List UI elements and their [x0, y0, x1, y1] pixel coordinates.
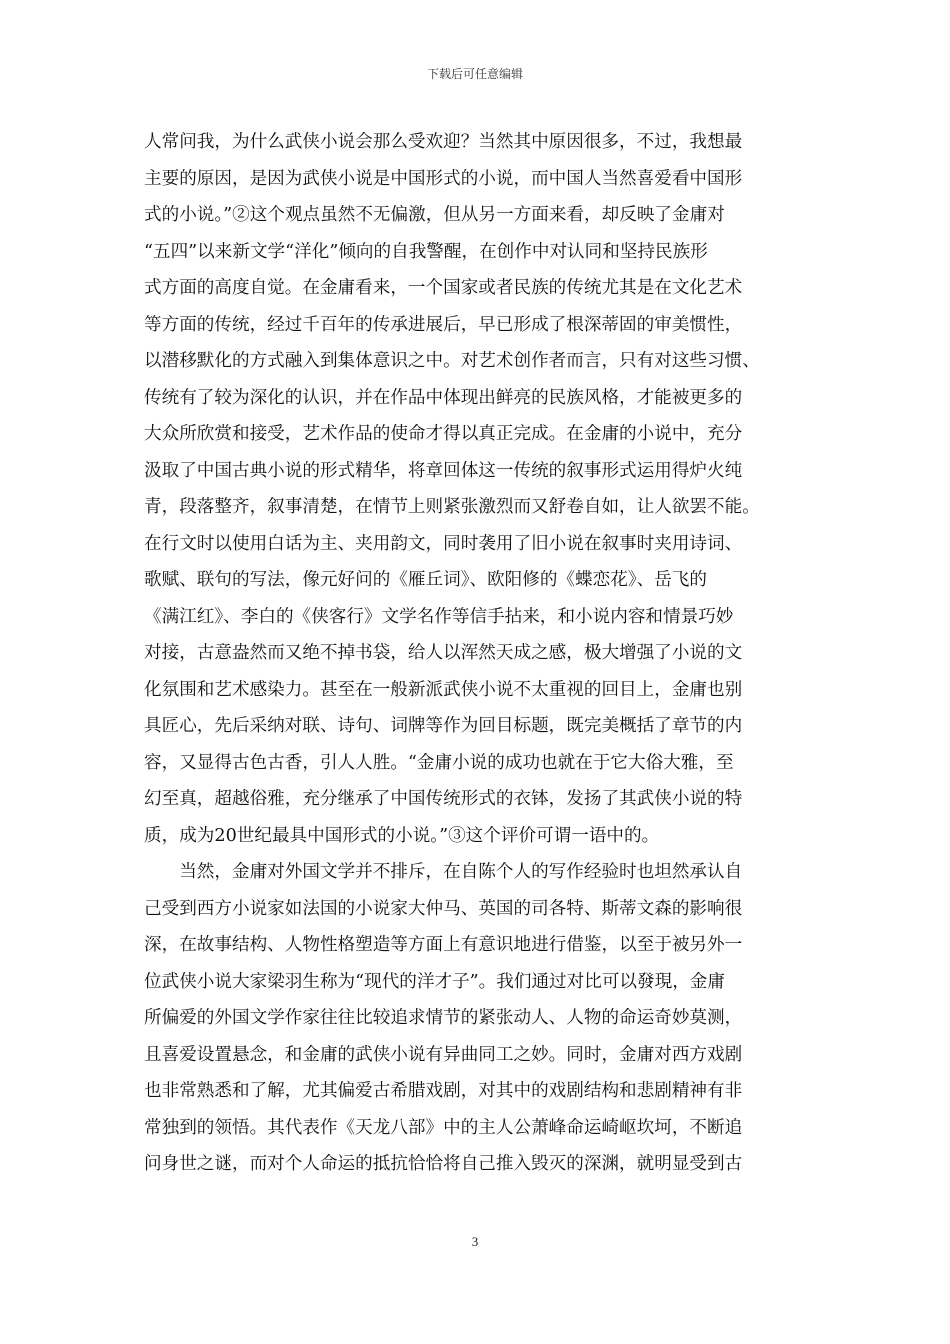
text-line: 对接，古意盎然而又绝不掉书袋，给人以浑然天成之感，极大增强了小说的文: [144, 643, 743, 663]
text-line: 等方面的传统，经过千百年的传承进展后，早已形成了根深蒂固的审美惯性，: [144, 314, 743, 335]
text-line: 汲取了中国古典小说的形式精华，将章回体这一传统的叙事形式运用得炉火纯: [144, 460, 743, 481]
text-line: 深，在故事结构、人物性格塑造等方面上有意识地进行借鉴，以至于被另外一: [144, 935, 743, 955]
text-line: 在行文时以使用白话为主、夹用韵文，同时袭用了旧小说在叙事时夹用诗词、: [144, 533, 743, 554]
text-line: 质，成为20世纪最具中国形式的小说。”③这个评价可谓一语中的。: [144, 825, 660, 846]
text-line: 青，段落整齐，叙事清楚，在情节上则紧张激烈而又舒卷自如，让人欲罢不能。: [144, 497, 760, 517]
text-line: 也非常熟悉和了解，尤其偏爱古希腊戏剧，对其中的戏剧结构和悲剧精神有非: [144, 1081, 743, 1101]
text-line: 主要的原因，是因为武侠小说是中国形式的小说，而中国人当然喜爱看中国形: [144, 168, 743, 189]
text-line: 位武侠小说大家梁羽生称为“现代的洋才子”。我们通过对比可以發現，金庸: [144, 971, 725, 992]
text-line: 容，又显得古色古香，引人人胜。“金庸小说的成功也就在于它大俗大雅，至: [144, 752, 734, 773]
text-line: 人常问我，为什么武侠小说会那么受欢迎？当然其中原因很多，不过，我想最: [144, 132, 743, 152]
text-line: 己受到西方小说家如法国的小说家大仲马、英国的司各特、斯蒂文森的影响很: [144, 898, 743, 919]
text-line: 以潜移默化的方式融入到集体意识之中。对艺术创作者而言，只有对这些习惯、: [144, 351, 760, 371]
text-line: 问身世之谜，而对个人命运的抵抗恰恰将自己推入毁灭的深渊，就明显受到古: [144, 1154, 743, 1174]
text-line: 所偏爱的外国文学作家往往比较追求情节的紧张动人、人物的命运奇妙莫测，: [144, 1008, 743, 1028]
text-line: 具匠心，先后采纳对联、诗句、词牌等作为回目标题，既完美概括了章节的内: [144, 716, 743, 736]
text-line: 歌赋、联句的写法，像元好问的《雁丘词》、欧阳修的《蝶恋花》、岳飞的: [144, 570, 707, 590]
text-line: 化氛围和艺术感染力。甚至在一般新派武侠小说不太重视的回目上，金庸也别: [144, 679, 743, 700]
text-line: 幻至真，超越俗雅，充分继承了中国传统形式的衣钵，发扬了其武侠小说的特: [144, 789, 743, 809]
text-line: 传统有了较为深化的认识，并在作品中体现出鲜亮的民族风格，才能被更多的: [144, 387, 743, 408]
text-line: 当然，金庸对外国文学并不排斥，在自陈个人的写作经验时也坦然承认自: [144, 862, 743, 882]
page-header: 下载后可任意编辑: [426, 67, 523, 81]
text-line: “五四”以来新文学“洋化”倾向的自我警醒，在创作中对认同和坚持民族形: [144, 241, 708, 262]
text-line: 大众所欣赏和接受，艺术作品的使命才得以真正完成。在金庸的小说中，充分: [144, 424, 743, 444]
body-text: [144, 124, 824, 1183]
text-line: 且喜爱设置悬念，和金庸的武侠小说有异曲同工之妙。同时，金庸对西方戏剧: [144, 1044, 743, 1065]
text-line: 常独到的领悟。其代表作《天龙八部》中的主人公萧峰命运崎岖坎坷，不断追: [144, 1117, 743, 1138]
text-line: 式的小说。”②这个观点虽然不无偏激，但从另一方面来看，却反映了金庸对: [144, 205, 725, 225]
text-line: 《满江红》、李白的《侠客行》文学名作等信手拈来，和小说内容和情景巧妙: [144, 606, 734, 627]
page-number: 3: [471, 1234, 479, 1249]
text-line: 式方面的高度自觉。在金庸看来，一个国家或者民族的传统尤其是在文化艺术: [144, 278, 743, 298]
